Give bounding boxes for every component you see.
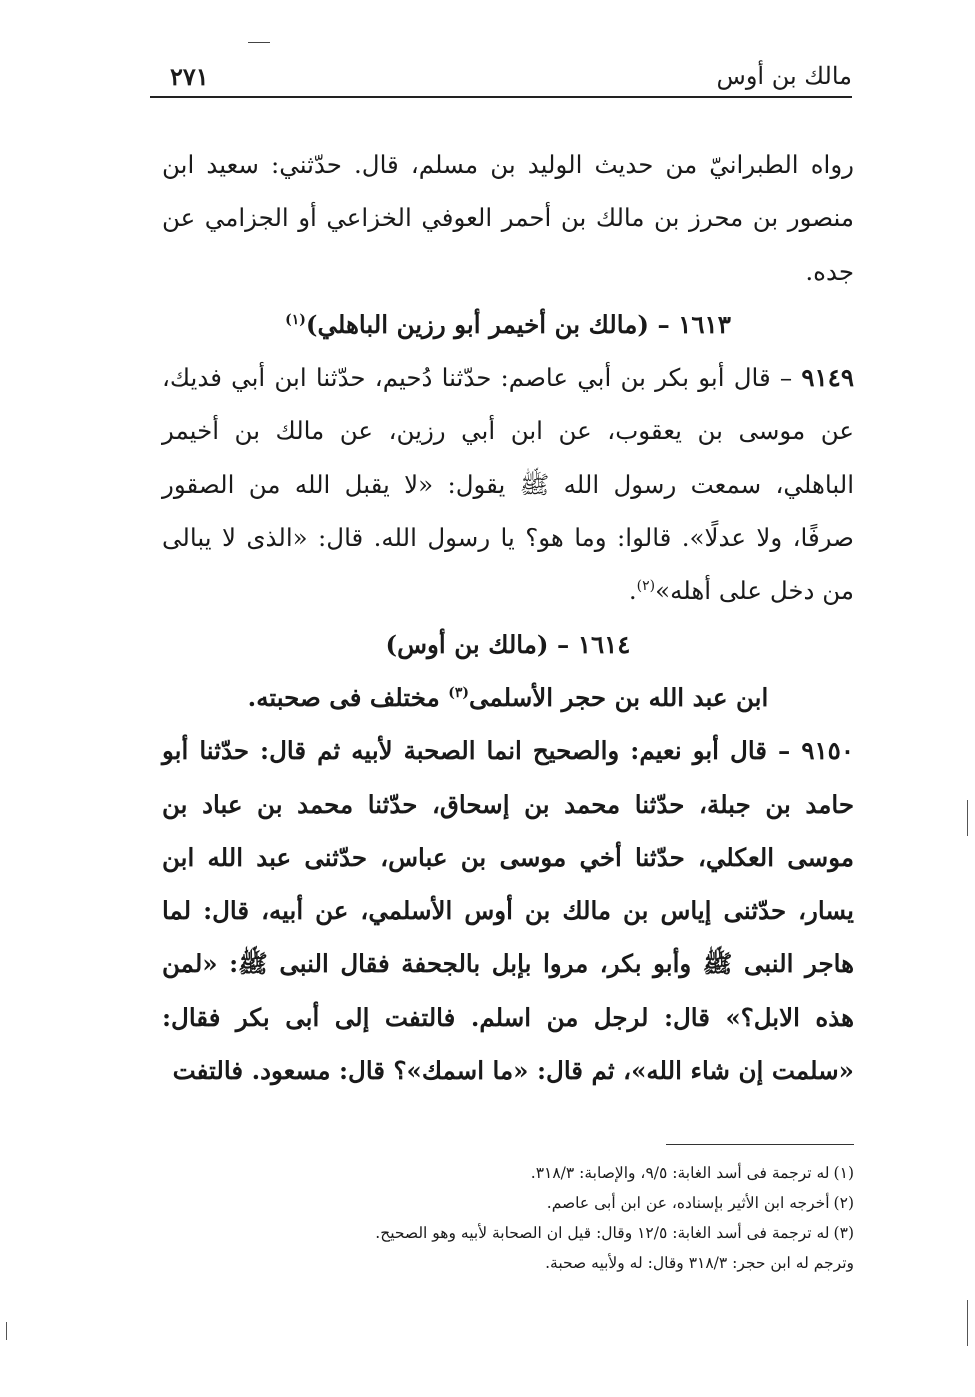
footnote-2 [162, 1188, 854, 1218]
running-title: مالك بن أوس [716, 62, 852, 90]
footnote-marker: (٢) [833, 1194, 854, 1212]
header-mark [248, 42, 270, 43]
hadith-text-9150: – قال أبو نعيم: والصحيح انما الصحبة لأبيه ثم قال: حدّثنا أبو حامد بن جبلة، حدّثنا محمد بن إسحاق، حدّثنا محمد بن عباد بن موسى العكلي، حدّثنا أخي موسى بن عباس، حدّثنى عبد الله ابن يسار، حدّثنى إياس بن مالك بن أوس الأسلمي، عن أبيه، قال: لما هاجر النبى ﷺ وأبو بكر، مروا بإبل بالجحفة فقال النبى ﷺ: «لمن هذه الابل؟» قال: لرجل من اسلم. فالتفت إلى أبى بكر فقال: «سلمت إن شاء الله»، ثم قال: «ما اسمك»؟ قال: مسعود. فالتفت [162, 736, 854, 1086]
hadith-end-9149: . [628, 576, 637, 606]
footnote-3 [162, 1218, 854, 1248]
scan-edge-mark [6, 1322, 7, 1340]
footnote-ref-1: (١) [285, 311, 306, 328]
hadith-9150 [162, 724, 854, 1097]
hadith-text-9149: – قال أبو بكر بن أبي عاصم: حدّثنا دُحيم، حدّثنا ابن أبي فديك، عن موسى بن يعقوب، عن ابن أبي رزين، عن مالك بن أخيمر الباهلي، سمعت رسول الله ﷺ يقول: «لا يقبل الله من الصقور صرفًا، ولا عدلًا». قالوا: وما هو؟ يا رسول الله. قال: «الذى لا يبالى من دخل على أهله» [162, 363, 854, 606]
hadith-number-9149: ٩١٤٩ [801, 363, 854, 393]
footnote-separator [666, 1144, 854, 1145]
scan-edge-mark [967, 800, 968, 836]
entry-heading-1614: ١٦١٤ – (مالك بن أوس) [385, 629, 631, 659]
footnote-3-continued [162, 1248, 854, 1278]
footnote-marker: (١) [833, 1164, 854, 1182]
page-number: ٢٧١ [170, 62, 209, 91]
footnote-ref-3: (٣) [448, 684, 470, 701]
footnote-text: وترجم له ابن حجر: ٣١٨/٣ وقال: له ولأبيه صحبة. [545, 1254, 854, 1272]
footnote-text: له ترجمة فى أسد الغابة: ٩/٥، والإصابة: ٣١٨/٣. [530, 1164, 830, 1182]
footnote-text: له ترجمة فى أسد الغابة: ١٢/٥ وقال: قيل ان الصحابة لأبيه وهو الصحيح. [375, 1224, 830, 1242]
entry-subheading-1614 [162, 671, 854, 724]
footnotes [162, 1158, 854, 1278]
footnote-marker: (٣) [833, 1224, 854, 1242]
footnote-1 [162, 1158, 854, 1188]
main-text [162, 138, 854, 1097]
paragraph-intro: رواه الطبرانيّ من حديث الوليد بن مسلم، قال. حدّثني: سعيد ابن منصور بن محرز بن مالك بن أحمر العوفي الخزاعي أو الجزامي عن جده. [162, 150, 854, 286]
footnote-text: أخرجه ابن الأثير بإسناده، عن ابن أبى عاصم. [546, 1194, 830, 1212]
hadith-9149 [162, 351, 854, 617]
hadith-number-9150: ٩١٥٠ [801, 736, 854, 766]
entry-heading-1613 [162, 298, 854, 351]
scan-edge-mark [967, 1300, 968, 1346]
entry-subheading-1614-end: مختلف فى صحبته. [247, 682, 449, 712]
page-header [150, 62, 852, 98]
footnote-ref-2: (٢) [636, 578, 656, 595]
entry-subheading-1614-text: ابن عبد الله بن حجر الأسلمى [469, 682, 769, 712]
entry-heading-1613-text: ١٦١٣ – (مالك بن أخيمر أبو رزين الباهلي) [305, 309, 731, 339]
